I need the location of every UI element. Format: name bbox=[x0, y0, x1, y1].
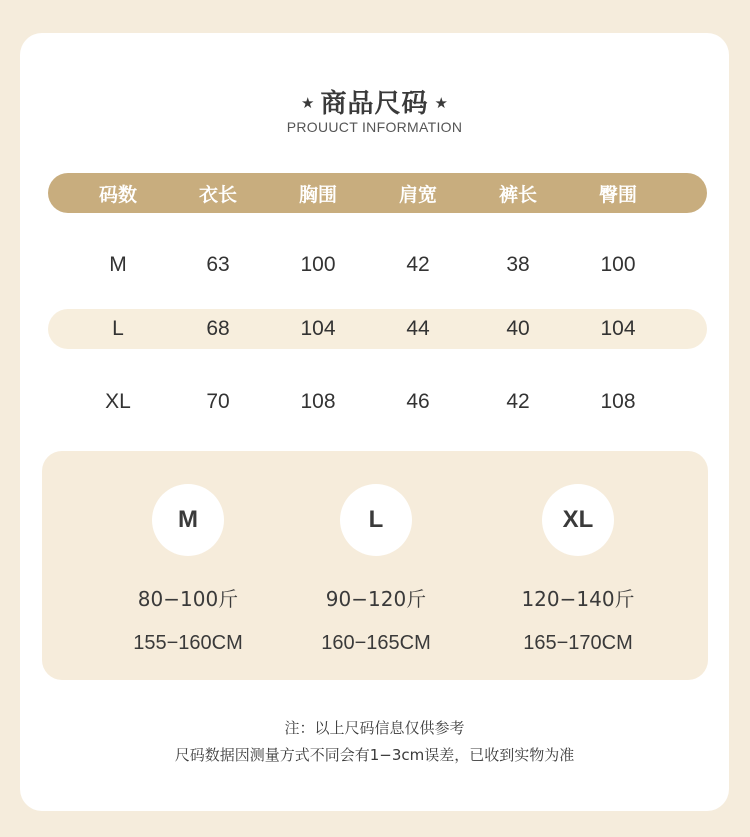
size-recommendation-panel bbox=[42, 451, 708, 680]
table-cell: 63 bbox=[206, 253, 230, 276]
height-range: 165−170CM bbox=[523, 632, 633, 654]
table-row bbox=[48, 309, 707, 349]
table-cell: 42 bbox=[406, 253, 430, 276]
column-header-chest: 胸围 bbox=[298, 183, 337, 206]
table-cell: L bbox=[112, 317, 124, 340]
table-cell: 40 bbox=[506, 317, 530, 340]
size-badge: L bbox=[340, 484, 412, 556]
size-badge: XL bbox=[542, 484, 614, 556]
table-cell: 70 bbox=[206, 390, 230, 413]
measurement-error-note: 尺码数据因测量方式不同会有1−3cm误差，已收到实物为准 bbox=[174, 746, 575, 764]
table-cell: 104 bbox=[300, 317, 336, 340]
size-guide-item bbox=[88, 451, 288, 655]
page-subtitle: PROUUCT INFORMATION bbox=[286, 119, 463, 135]
disclaimer-note: 注：以上尺码信息仅供参考 bbox=[284, 719, 465, 737]
column-header-pants-length: 裤长 bbox=[498, 183, 537, 206]
size-info-card bbox=[20, 33, 729, 811]
star-icon-right: ★ bbox=[434, 94, 448, 112]
weight-range: 90−120斤 bbox=[325, 587, 427, 611]
table-cell: 42 bbox=[506, 390, 530, 413]
table-cell: 108 bbox=[300, 390, 336, 413]
star-icon-left: ★ bbox=[301, 94, 315, 112]
table-cell: 44 bbox=[406, 317, 430, 340]
size-badge: M bbox=[152, 484, 224, 556]
table-cell: 46 bbox=[406, 390, 430, 413]
table-cell: 108 bbox=[600, 390, 636, 413]
height-range: 160−165CM bbox=[321, 632, 431, 654]
table-row bbox=[48, 382, 707, 422]
height-range: 155−160CM bbox=[133, 632, 243, 654]
column-header-length: 衣长 bbox=[198, 183, 237, 206]
table-header-row bbox=[48, 173, 707, 213]
table-row bbox=[48, 245, 707, 285]
column-header-shoulder: 肩宽 bbox=[398, 183, 437, 206]
table-cell: 38 bbox=[506, 253, 530, 276]
size-guide-item bbox=[478, 451, 678, 655]
weight-range: 120−140斤 bbox=[521, 587, 635, 611]
column-header-hip: 臀围 bbox=[598, 183, 637, 206]
table-cell: XL bbox=[105, 390, 131, 413]
table-cell: M bbox=[109, 253, 127, 276]
title-row bbox=[20, 83, 729, 120]
column-header-size: 码数 bbox=[98, 183, 137, 206]
table-cell: 100 bbox=[300, 253, 336, 276]
size-guide-item bbox=[276, 451, 476, 655]
page-title: 商品尺码 bbox=[320, 89, 429, 119]
weight-range: 80−100斤 bbox=[137, 587, 239, 611]
table-cell: 68 bbox=[206, 317, 230, 340]
table-cell: 100 bbox=[600, 253, 636, 276]
table-cell: 104 bbox=[600, 317, 636, 340]
size-table bbox=[48, 173, 707, 413]
